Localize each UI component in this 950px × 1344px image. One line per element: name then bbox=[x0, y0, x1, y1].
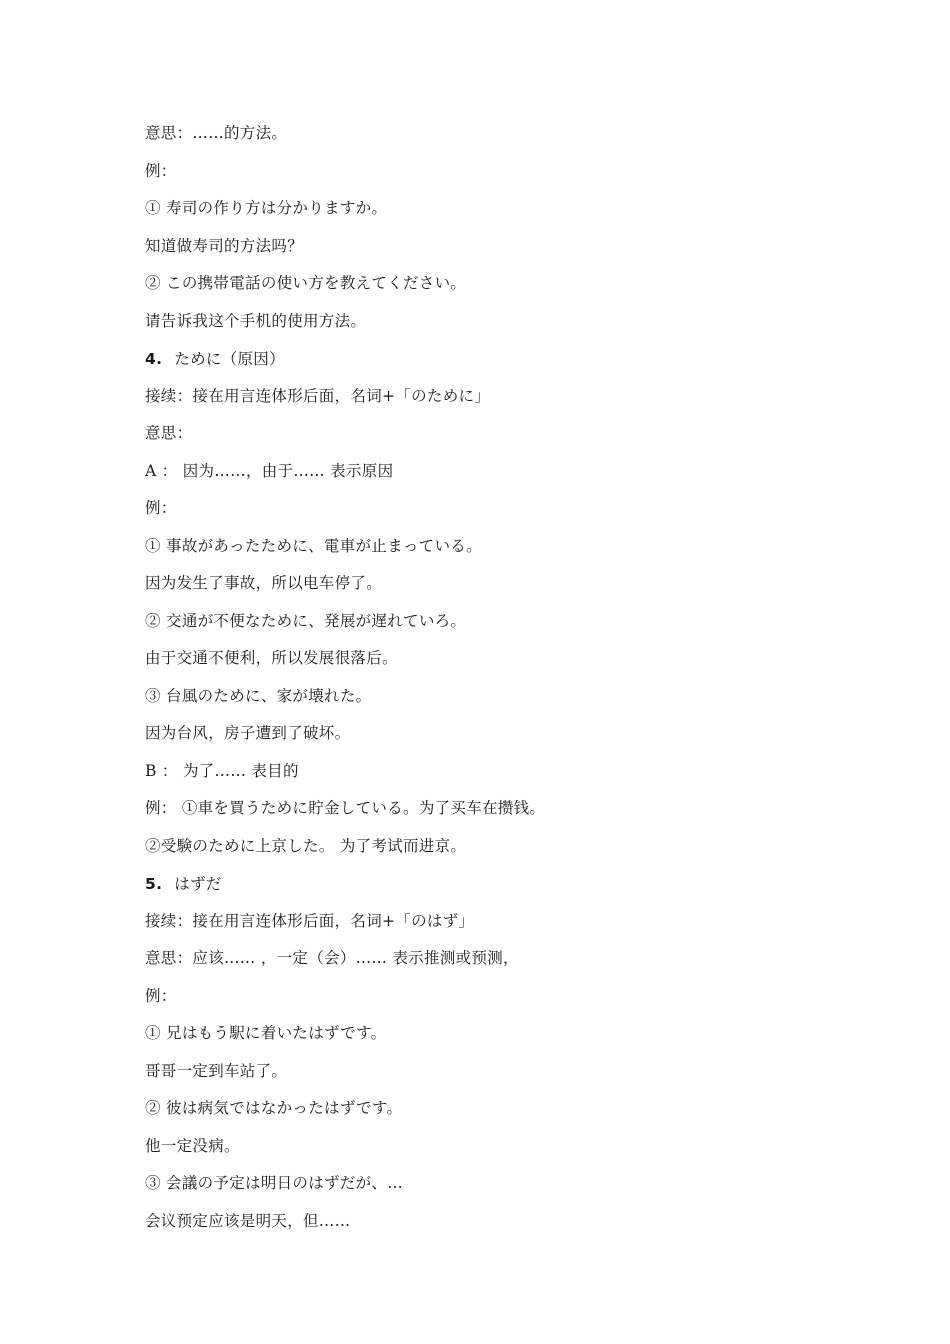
section-heading bbox=[145, 346, 905, 384]
example-sentence: 例： ①車を買うために貯金している。为了买车在攒钱。 bbox=[145, 799, 546, 817]
section-number: 4. bbox=[145, 350, 163, 368]
example-sentence: ③ 台風のために、家が壊れた。 bbox=[145, 686, 372, 705]
text-line: 接续：接在用言连体形后面，名词+「のために」 bbox=[145, 386, 491, 405]
translation-line: 他一定没病。 bbox=[145, 1136, 240, 1155]
example-sentence: ① 兄はもう駅に着いたはずです。 bbox=[145, 1024, 387, 1042]
example-sentence: ② 交通が不便なために、発展が遅れていろ。 bbox=[145, 611, 467, 630]
example-sentence: ① 寿司の作り方は分かりますか。 bbox=[145, 199, 388, 217]
translation-line: 因为台风，房子遭到了破坏。 bbox=[145, 724, 351, 742]
text-line: 例： bbox=[145, 161, 177, 180]
example-sentence: ③ 会議の予定は明日のはずだが、… bbox=[145, 1174, 404, 1192]
translation-line: 会议预定应该是明天，但…… bbox=[145, 1211, 351, 1230]
document-body bbox=[145, 121, 905, 1246]
text-line: 例： bbox=[145, 499, 177, 517]
example-sentence: ②受験のために上京した。 为了考试而进京。 bbox=[145, 836, 467, 855]
translation-line: 哥哥一定到车站了。 bbox=[145, 1061, 288, 1080]
example-sentence: ① 事故があったために、電車が止まっている。 bbox=[145, 536, 482, 555]
text-line: 意思：……的方法。 bbox=[145, 124, 288, 142]
section-number: 5. bbox=[145, 875, 163, 893]
section-heading bbox=[145, 871, 905, 909]
example-sentence: ② 彼は病気ではなかったはずです。 bbox=[145, 1099, 403, 1117]
example-sentence: ② この携帯電話の使い方を教えてください。 bbox=[145, 274, 467, 292]
text-line: B ： 为了…… 表目的 bbox=[145, 761, 299, 780]
translation-line: 由于交通不便利，所以发展很落后。 bbox=[145, 649, 398, 667]
text-line: 接续：接在用言连体形后面，名词+「のはず」 bbox=[145, 911, 475, 930]
text-line: 意思： bbox=[145, 424, 193, 442]
section-title: ために（原因） bbox=[174, 350, 285, 368]
text-line: 例： bbox=[145, 986, 177, 1005]
translation-line: 因为发生了事故，所以电车停了。 bbox=[145, 574, 383, 592]
text-line: A ： 因为……，由于…… 表示原因 bbox=[145, 461, 394, 480]
translation-line: 知道做寿司的方法吗？ bbox=[145, 236, 304, 255]
text-line: 意思：应该…… ，一定（会）…… 表示推测或预测， bbox=[145, 949, 519, 967]
section-title: はずだ bbox=[174, 875, 222, 893]
translation-line: 请告诉我这个手机的使用方法。 bbox=[145, 311, 367, 330]
